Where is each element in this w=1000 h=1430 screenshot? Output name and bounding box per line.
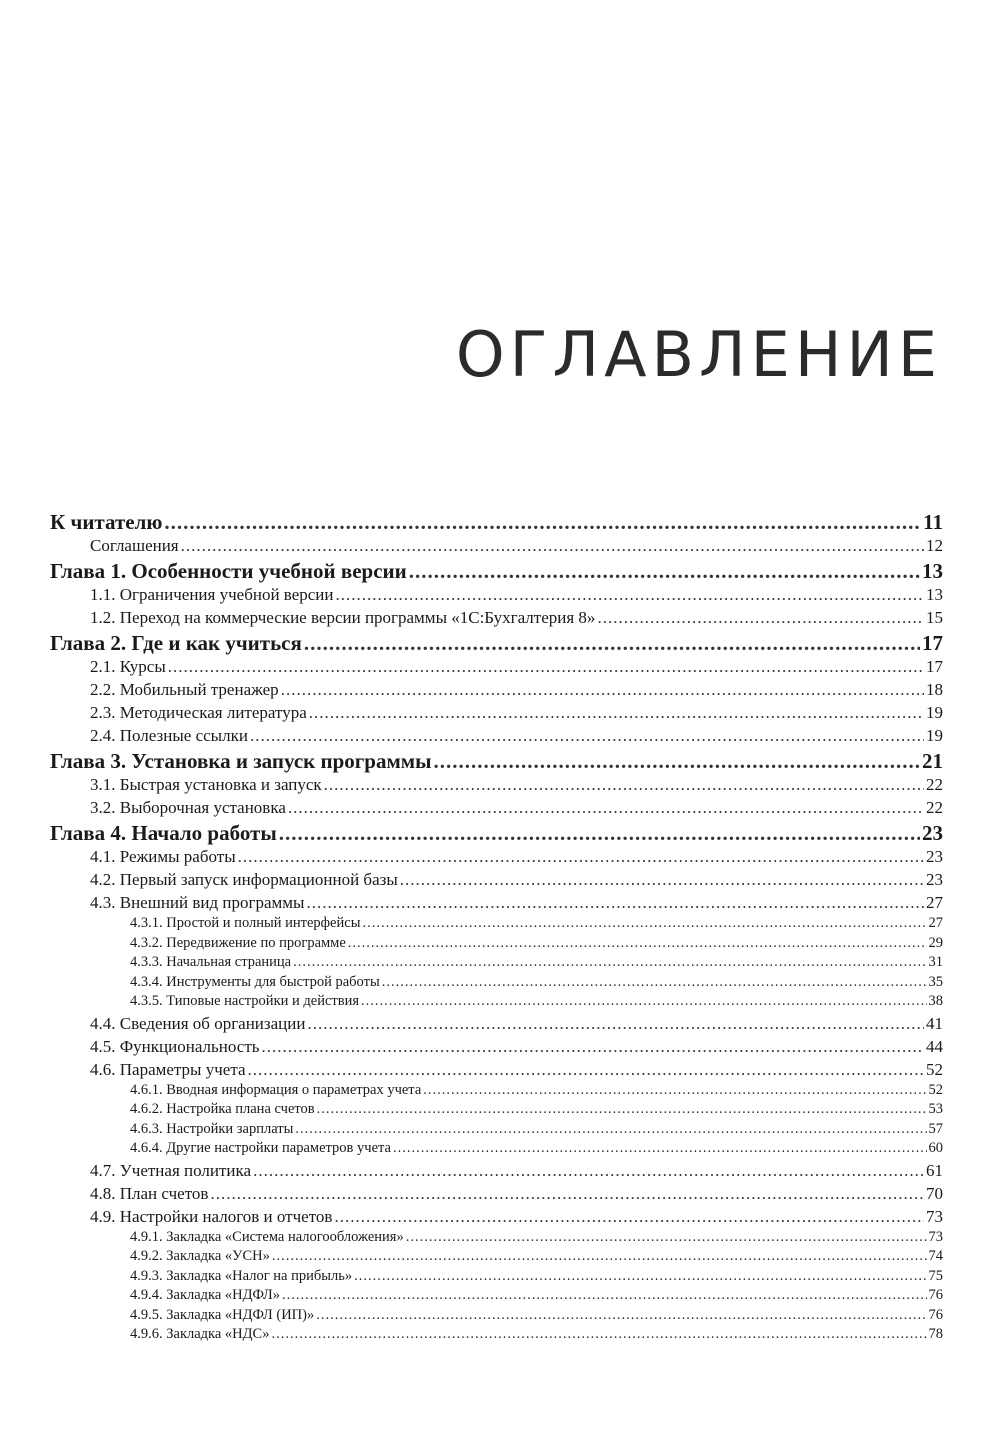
toc-page-number: 11 bbox=[923, 510, 943, 534]
toc-entry-title: 4.7. Учетная политика bbox=[90, 1160, 252, 1180]
page-title: ОГЛАВЛЕНИЕ bbox=[455, 318, 942, 391]
toc-page-number: 18 bbox=[926, 680, 943, 699]
toc-section bbox=[50, 678, 943, 701]
toc-entry-title: 2.3. Методическая литература bbox=[90, 703, 307, 722]
toc-page-number: 21 bbox=[922, 749, 943, 773]
dot-leader bbox=[409, 559, 920, 583]
toc-section bbox=[50, 1058, 943, 1081]
dot-leader bbox=[306, 891, 924, 914]
toc-section bbox=[50, 606, 943, 629]
toc-page-number: 76 bbox=[928, 1287, 943, 1303]
toc-entry-title: 1.1. Ограничения учебной версии bbox=[90, 585, 334, 604]
dot-leader bbox=[334, 1205, 924, 1228]
toc-section bbox=[50, 868, 943, 891]
toc-entry-title: 4.8. План счетов bbox=[90, 1183, 209, 1203]
toc-section bbox=[50, 796, 943, 819]
toc-subsection bbox=[50, 1267, 943, 1287]
toc-subsection bbox=[50, 973, 943, 993]
toc-page-number: 52 bbox=[926, 1059, 943, 1079]
dot-leader bbox=[423, 1081, 926, 1101]
toc-section bbox=[50, 701, 943, 724]
dot-leader bbox=[282, 1286, 927, 1306]
toc-entry-title: 4.6.3. Настройки зарплаты bbox=[130, 1120, 294, 1137]
toc-page-number: 31 bbox=[928, 954, 943, 970]
toc-entry-title: 4.9.6. Закладка «НДС» bbox=[130, 1326, 270, 1342]
toc-entry-title: 3.2. Выборочная установка bbox=[90, 798, 286, 817]
dot-leader bbox=[362, 914, 926, 934]
toc-section bbox=[50, 1182, 943, 1205]
toc-entry-title: 4.3.4. Инструменты для быстрой работы bbox=[130, 973, 380, 990]
dot-leader bbox=[348, 934, 927, 954]
toc-section bbox=[50, 1035, 943, 1058]
toc-entry-title: 1.2. Переход на коммерческие версии программы «1С:Бухгалтерия 8» bbox=[90, 608, 596, 627]
toc-subsection bbox=[50, 953, 943, 973]
dot-leader bbox=[324, 773, 924, 796]
toc-page-number: 35 bbox=[928, 973, 943, 990]
toc-subsection bbox=[50, 934, 943, 954]
toc-entry-title: 4.6.1. Вводная информация о параметрах учета bbox=[130, 1081, 422, 1098]
dot-leader bbox=[316, 1306, 926, 1326]
toc-page-number: 29 bbox=[928, 934, 943, 951]
dot-leader bbox=[272, 1247, 927, 1267]
toc-section bbox=[50, 1205, 943, 1228]
toc-entry-title: 4.9.2. Закладка «УСН» bbox=[130, 1248, 270, 1264]
toc-page-number: 12 bbox=[926, 536, 943, 555]
toc-section bbox=[50, 773, 943, 796]
toc-entry-title: 4.9.4. Закладка «НДФЛ» bbox=[130, 1287, 280, 1303]
toc-entry-title: 4.9.5. Закладка «НДФЛ (ИП)» bbox=[130, 1306, 315, 1323]
toc-entry-title: 4.6. Параметры учета bbox=[90, 1059, 246, 1079]
toc-entry-title: 4.3.5. Типовые настройки и действия bbox=[130, 993, 360, 1009]
dot-leader bbox=[238, 845, 924, 868]
dot-leader bbox=[210, 1182, 924, 1205]
toc-entry-title: 4.4. Сведения об организации bbox=[90, 1013, 306, 1033]
toc-chapter bbox=[50, 559, 943, 583]
dot-leader bbox=[293, 953, 926, 973]
toc-subsection bbox=[50, 1100, 943, 1120]
dot-leader bbox=[271, 1325, 926, 1345]
toc-entry-title: 4.9.1. Закладка «Система налогообложения» bbox=[130, 1228, 404, 1245]
dot-leader bbox=[434, 749, 921, 773]
dot-leader bbox=[307, 1012, 924, 1035]
toc-entry-title: 4.2. Первый запуск информационной базы bbox=[90, 870, 398, 889]
toc-entry-title: Глава 2. Где и как учиться bbox=[50, 631, 302, 655]
toc-section bbox=[50, 891, 943, 914]
toc-chapter bbox=[50, 821, 943, 845]
toc-page-number: 73 bbox=[928, 1228, 943, 1245]
toc-page-number: 27 bbox=[926, 893, 943, 912]
toc-subsection bbox=[50, 1247, 943, 1267]
dot-leader bbox=[400, 868, 924, 891]
toc-entry-title: 4.1. Режимы работы bbox=[90, 847, 236, 866]
toc-entry-title: 4.3.2. Передвижение по программе bbox=[130, 934, 346, 951]
dot-leader bbox=[317, 1100, 927, 1120]
toc-subsection bbox=[50, 1306, 943, 1326]
toc-page-number: 44 bbox=[926, 1036, 943, 1056]
dot-leader bbox=[164, 510, 921, 534]
toc-page-number: 22 bbox=[926, 798, 943, 817]
toc-entry-title: 4.5. Функциональность bbox=[90, 1036, 260, 1056]
toc-page-number: 53 bbox=[928, 1101, 943, 1117]
dot-leader bbox=[597, 606, 924, 629]
toc-entry-title: Глава 3. Установка и запуск программы bbox=[50, 749, 432, 773]
dot-leader bbox=[248, 1058, 924, 1081]
toc-section bbox=[50, 1012, 943, 1035]
toc-section bbox=[50, 845, 943, 868]
toc-page-number: 76 bbox=[928, 1306, 943, 1323]
toc-page-number: 57 bbox=[928, 1120, 943, 1137]
toc-page-number: 61 bbox=[926, 1160, 943, 1180]
dot-leader bbox=[281, 678, 924, 701]
toc-subsection bbox=[50, 1120, 943, 1140]
dot-leader bbox=[393, 1139, 927, 1159]
toc-subsection bbox=[50, 1325, 943, 1345]
toc-page-number: 19 bbox=[926, 726, 943, 745]
dot-leader bbox=[304, 631, 920, 655]
dot-leader bbox=[309, 701, 924, 724]
toc-entry-title: 2.2. Мобильный тренажер bbox=[90, 680, 279, 699]
dot-leader bbox=[262, 1035, 924, 1058]
toc-subsection bbox=[50, 1139, 943, 1159]
dot-leader bbox=[253, 1159, 924, 1182]
table-of-contents bbox=[50, 508, 943, 1345]
toc-page-number: 13 bbox=[926, 585, 943, 604]
toc-page-number: 19 bbox=[926, 703, 943, 722]
toc-subsection bbox=[50, 914, 943, 934]
toc-section bbox=[50, 724, 943, 747]
toc-subsection bbox=[50, 1286, 943, 1306]
toc-page-number: 60 bbox=[928, 1140, 943, 1156]
toc-chapter bbox=[50, 631, 943, 655]
toc-entry-title: 4.9. Настройки налогов и отчетов bbox=[90, 1206, 333, 1226]
dot-leader bbox=[406, 1228, 927, 1248]
dot-leader bbox=[279, 821, 920, 845]
toc-entry-title: Глава 4. Начало работы bbox=[50, 821, 277, 845]
toc-subsection bbox=[50, 1081, 943, 1101]
toc-entry-title: 4.3.3. Начальная страница bbox=[130, 954, 292, 970]
dot-leader bbox=[361, 992, 926, 1012]
toc-page-number: 41 bbox=[926, 1013, 943, 1033]
toc-page-number: 17 bbox=[922, 631, 943, 655]
dot-leader bbox=[336, 583, 924, 606]
toc-page-number: 23 bbox=[926, 870, 943, 889]
toc-entry-title: 3.1. Быстрая установка и запуск bbox=[90, 775, 322, 794]
toc-chapter bbox=[50, 749, 943, 773]
toc-section bbox=[50, 583, 943, 606]
toc-page-number: 22 bbox=[926, 775, 943, 794]
toc-entry-title: Глава 1. Особенности учебной версии bbox=[50, 559, 407, 583]
toc-section bbox=[50, 1159, 943, 1182]
toc-entry-title: К читателю bbox=[50, 510, 163, 534]
toc-subsection bbox=[50, 1228, 943, 1248]
toc-entry-title: Соглашения bbox=[90, 536, 179, 555]
toc-entry-title: 4.3.1. Простой и полный интерфейсы bbox=[130, 915, 361, 931]
toc-page-number: 15 bbox=[926, 608, 943, 627]
dot-leader bbox=[250, 724, 924, 747]
toc-page-number: 38 bbox=[928, 993, 943, 1009]
toc-page-number: 17 bbox=[926, 657, 943, 676]
toc-page-number: 70 bbox=[926, 1183, 943, 1203]
toc-page-number: 74 bbox=[928, 1248, 943, 1264]
dot-leader bbox=[382, 973, 927, 993]
dot-leader bbox=[168, 655, 924, 678]
toc-subsection bbox=[50, 992, 943, 1012]
toc-page-number: 27 bbox=[928, 915, 943, 931]
toc-entry-title: 2.1. Курсы bbox=[90, 657, 166, 676]
dot-leader bbox=[288, 796, 924, 819]
toc-page-number: 73 bbox=[926, 1206, 943, 1226]
toc-page-number: 52 bbox=[928, 1081, 943, 1098]
toc-page-number: 13 bbox=[922, 559, 943, 583]
toc-page-number: 75 bbox=[928, 1267, 943, 1284]
toc-entry-title: 4.6.2. Настройка плана счетов bbox=[130, 1101, 315, 1117]
toc-entry-title: 4.9.3. Закладка «Налог на прибыль» bbox=[130, 1267, 353, 1284]
toc-section bbox=[50, 534, 943, 557]
toc-section bbox=[50, 655, 943, 678]
toc-page-number: 78 bbox=[928, 1326, 943, 1342]
toc-page-number: 23 bbox=[926, 847, 943, 866]
toc-entry-title: 2.4. Полезные ссылки bbox=[90, 726, 248, 745]
toc-entry-title: 4.6.4. Другие настройки параметров учета bbox=[130, 1140, 391, 1156]
dot-leader bbox=[354, 1267, 926, 1287]
dot-leader bbox=[295, 1120, 926, 1140]
toc-entry-title: 4.3. Внешний вид программы bbox=[90, 893, 305, 912]
toc-chapter bbox=[50, 510, 943, 534]
toc-page-number: 23 bbox=[922, 821, 943, 845]
dot-leader bbox=[181, 534, 924, 557]
